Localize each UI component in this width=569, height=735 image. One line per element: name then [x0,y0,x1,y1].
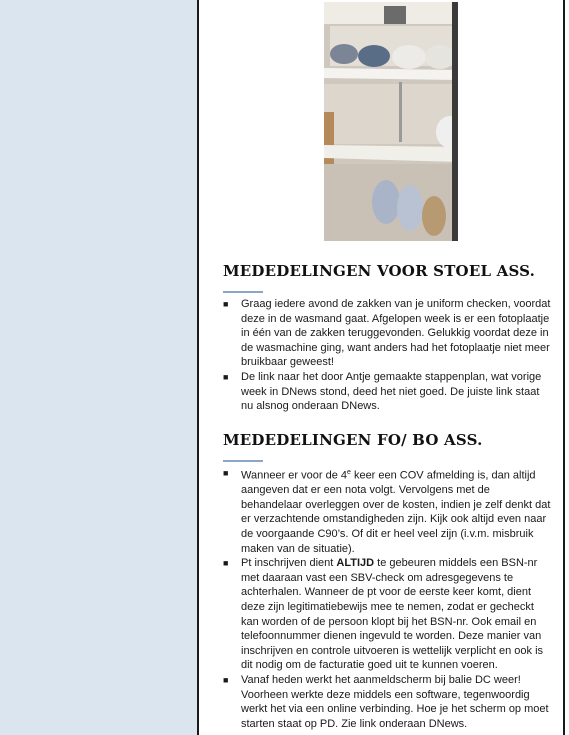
list-item: ■ Graag iedere avond de zakken van je uniform checken, voordat deze in de wasmand gaat. Afgelopen week is er een fotoplaatje in één van de zakken teruggevonden. Gelukkig voordat deze in de wasmachine ging, want anders had het fotoplaatje niet meer bruikbaar geweest! [223,298,551,369]
bullet-list-stoel-ass [223,297,551,414]
shoe-cabinet-photo [324,2,458,241]
list-item: ■ Vanaf heden werkt het aanmeldscherm bij balie DC weer! Voorheen werkte deze middels een software, tegenwoordig werkt het via een online verbinding. Hoe je het scherm op moet starten staat op PD. Zie link onderaan DNews. [223,673,549,730]
list-item: ■ De link naar het door Antje gemaakte stappenplan, wat vorige week in DNews stond, deed het niet goed. De juiste link staat nu alsnog onderaan DNews. [223,370,542,413]
bullet-icon: ■ [223,299,229,309]
bullet-list-fo-bo-ass [223,466,551,731]
heading-underline [223,291,263,293]
bullet-icon: ■ [223,468,229,478]
section-heading-stoel-ass: MEDEDELINGEN VOOR STOEL ASS. [223,262,536,280]
left-sidebar-panel [0,0,197,735]
list-item: ■ Pt inschrijven dient ALTIJD te gebeuren middels een BSN-nr met daaraan vast een SBV-check om adresgegevens te achterhalen. Wanneer de pt voor de eerste keer komt, dient deze zijn legitimatiebewijs mee te nemen, zodat er gecheckt kan worden of de persoon klopt bij het BSN-nr. Ook email en telefoonnummer dienen ingevuld te worden. Deze manier van inschrijven en controle uitvoeren is wettelijk verplicht en ook is dit nodig om de facturatie goed uit te kunnen voeren. [223,557,544,672]
section-heading-fo-bo-ass: MEDEDELINGEN FO/ BO ASS. [223,431,483,449]
bullet-icon: ■ [223,558,229,569]
bullet-icon: ■ [223,371,229,382]
page-border-left [197,0,199,735]
page-border-right [563,0,565,735]
list-item: ■ Wanneer er voor de 4e keer een COV afmelding is, dan altijd aangeven dat er een nota volgt. Vervolgens met de behandelaar overleggen over de kosten, indien je zelf denkt dat er verzachtende omstandigheden zijn. Kijk ook altijd even naar de voorgaande C90’s. Of dit er heel veel zijn (i.v.m. misbruik maken van de situatie). [223,468,551,555]
heading-underline [223,460,263,462]
bullet-icon: ■ [223,674,229,685]
